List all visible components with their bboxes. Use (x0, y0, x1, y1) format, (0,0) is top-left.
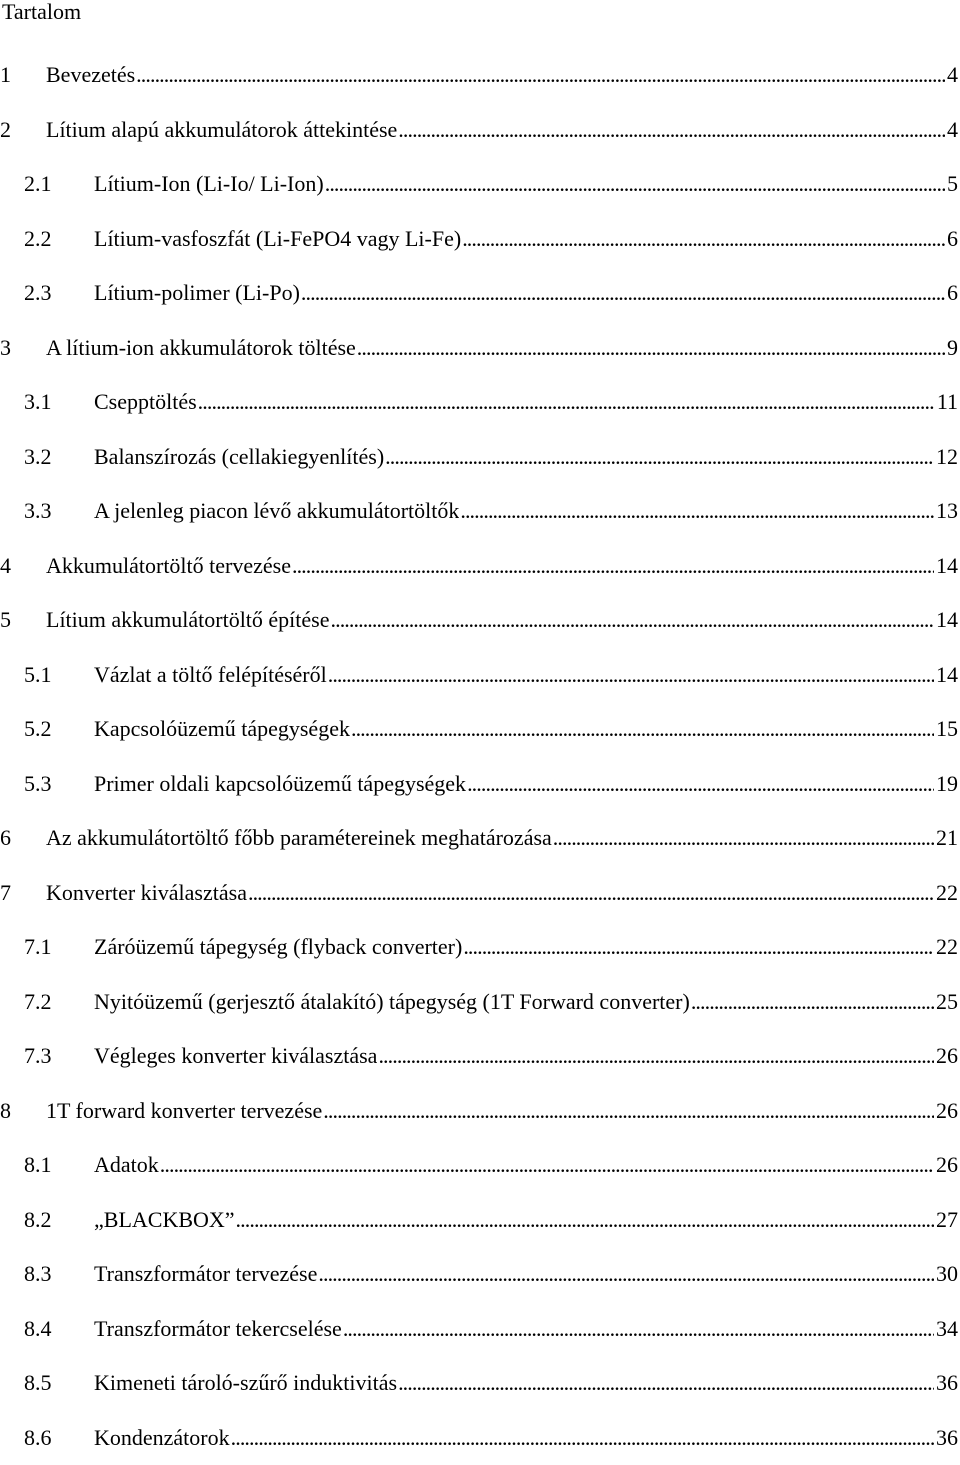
dot-leader (691, 975, 934, 1029)
dot-leader (553, 811, 934, 865)
toc-entry-number: 2.1 (24, 157, 94, 211)
toc-entry[interactable] (0, 593, 960, 648)
toc-entry-page-number: 22 (936, 866, 960, 920)
toc-entry-link[interactable] (0, 48, 960, 102)
toc-entry-number: 8.6 (24, 1411, 94, 1465)
toc-entry-number: 6 (0, 811, 46, 865)
toc-entry-label: Az akkumulátortöltő főbb paramétereinek meghatározása (46, 811, 552, 865)
dot-leader (323, 1084, 934, 1138)
dot-leader (462, 212, 945, 266)
toc-entry-page-number: 14 (936, 648, 960, 702)
toc-entry[interactable] (0, 1029, 960, 1084)
toc-entry-label: Záróüzemű tápegység (flyback converter) (94, 920, 462, 974)
toc-entry-label: Lítium alapú akkumulátorok áttekintése (46, 103, 397, 157)
toc-entry[interactable] (0, 539, 960, 594)
toc-entry[interactable] (0, 103, 960, 158)
toc-entry-label: Végleges konverter kiválasztása (94, 1029, 377, 1083)
dot-leader (136, 48, 945, 102)
toc-entry-link[interactable] (24, 1247, 960, 1301)
toc-entry-label: Kondenzátorok (94, 1411, 230, 1465)
toc-entry-link[interactable] (0, 866, 960, 920)
toc-entry-label: A lítium-ion akkumulátorok töltése (46, 321, 356, 375)
toc-entry-label: Akkumulátortöltő tervezése (46, 539, 291, 593)
toc-entry-page-number: 5 (947, 157, 960, 211)
toc-entry-number: 8.4 (24, 1302, 94, 1356)
dot-leader (292, 539, 934, 593)
toc-entry[interactable] (0, 1411, 960, 1465)
toc-list (0, 48, 960, 1465)
dot-leader (385, 430, 934, 484)
toc-entry-number: 8.3 (24, 1247, 94, 1301)
toc-entry[interactable] (0, 321, 960, 376)
toc-entry[interactable] (0, 1193, 960, 1248)
toc-entry-page-number: 25 (936, 975, 960, 1029)
toc-entry-link[interactable] (24, 702, 960, 756)
dot-leader (378, 1029, 934, 1083)
toc-entry-link[interactable] (0, 103, 960, 157)
toc-entry-label: Csepptöltés (94, 375, 197, 429)
toc-entry[interactable] (0, 484, 960, 539)
toc-entry-label: Vázlat a töltő felépítéséről (94, 648, 327, 702)
dot-leader (236, 1193, 934, 1247)
toc-entry-page-number: 26 (936, 1029, 960, 1083)
toc-entry-link[interactable] (24, 757, 960, 811)
dot-leader (398, 103, 945, 157)
toc-entry[interactable] (0, 648, 960, 703)
dot-leader (398, 1356, 934, 1410)
toc-entry[interactable] (0, 975, 960, 1030)
toc-entry-number: 8.2 (24, 1193, 94, 1247)
toc-title: Tartalom (2, 0, 81, 26)
dot-leader (343, 1302, 934, 1356)
toc-entry[interactable] (0, 811, 960, 866)
toc-entry-link[interactable] (0, 811, 960, 865)
toc-entry-page-number: 11 (937, 375, 960, 429)
toc-entry-page-number: 4 (947, 48, 960, 102)
toc-entry-page-number: 4 (947, 103, 960, 157)
toc-entry[interactable] (0, 1138, 960, 1193)
toc-entry-number: 2.3 (24, 266, 94, 320)
toc-entry-link[interactable] (24, 975, 960, 1029)
toc-entry-label: Kapcsolóüzemű tápegységek (94, 702, 350, 756)
toc-entry-link[interactable] (0, 593, 960, 647)
toc-entry[interactable] (0, 1247, 960, 1302)
toc-entry-page-number: 34 (936, 1302, 960, 1356)
toc-entry-link[interactable] (24, 157, 960, 211)
toc-entry-page-number: 15 (936, 702, 960, 756)
toc-entry-label: Adatok (94, 1138, 159, 1192)
toc-entry-number: 5.1 (24, 648, 94, 702)
toc-entry-number: 7.3 (24, 1029, 94, 1083)
toc-entry-number: 2 (0, 103, 46, 157)
toc-entry-label: Konverter kiválasztása (46, 866, 247, 920)
toc-entry-label: Lítium-Ion (Li-Io/ Li-Ion) (94, 157, 324, 211)
toc-entry-page-number: 13 (936, 484, 960, 538)
toc-entry[interactable] (0, 375, 960, 430)
toc-entry-label: Transzformátor tekercselése (94, 1302, 342, 1356)
dot-leader (460, 484, 934, 538)
toc-entry-link[interactable] (24, 484, 960, 538)
toc-entry-page-number: 26 (936, 1138, 960, 1192)
toc-entry-link[interactable] (24, 1138, 960, 1192)
toc-entry-label: Nyitóüzemű (gerjesztő átalakító) tápegység (1T Forward converter) (94, 975, 690, 1029)
toc-entry-number: 3.2 (24, 430, 94, 484)
toc-entry-number: 5.2 (24, 702, 94, 756)
toc-entry-link[interactable] (24, 212, 960, 266)
toc-entry-link[interactable] (24, 1411, 960, 1465)
toc-entry-number: 8 (0, 1084, 46, 1138)
dot-leader (331, 593, 935, 647)
toc-entry-page-number: 22 (936, 920, 960, 974)
toc-entry-number: 8.1 (24, 1138, 94, 1192)
toc-entry-label: Primer oldali kapcsolóüzemű tápegységek (94, 757, 466, 811)
toc-entry-label: Balanszírozás (cellakiegyenlítés) (94, 430, 384, 484)
toc-entry-page-number: 36 (936, 1411, 960, 1465)
toc-entry-number: 7 (0, 866, 46, 920)
toc-entry-link[interactable] (24, 1193, 960, 1247)
toc-entry-page-number: 14 (936, 539, 960, 593)
toc-entry-number: 3.1 (24, 375, 94, 429)
toc-entry-number: 7.1 (24, 920, 94, 974)
toc-entry[interactable] (0, 757, 960, 812)
toc-entry-link[interactable] (24, 648, 960, 702)
toc-entry[interactable] (0, 430, 960, 485)
toc-entry-link[interactable] (24, 1029, 960, 1083)
dot-leader (248, 866, 934, 920)
toc-entry[interactable] (0, 266, 960, 321)
toc-entry-page-number: 21 (936, 811, 960, 865)
toc-entry-number: 4 (0, 539, 46, 593)
toc-entry-link[interactable] (24, 375, 960, 429)
dot-leader (301, 266, 945, 320)
toc-entry-label: Lítium-polimer (Li-Po) (94, 266, 300, 320)
dot-leader (351, 702, 934, 756)
dot-leader (231, 1411, 934, 1465)
dot-leader (357, 321, 945, 375)
dot-leader (160, 1138, 934, 1192)
dot-leader (318, 1247, 934, 1301)
toc-entry-page-number: 12 (936, 430, 960, 484)
toc-entry-number: 2.2 (24, 212, 94, 266)
dot-leader (467, 757, 934, 811)
toc-entry-page-number: 27 (936, 1193, 960, 1247)
toc-entry-number: 5.3 (24, 757, 94, 811)
toc-entry-label: Kimeneti tároló-szűrő induktivitás (94, 1356, 397, 1410)
toc-entry-number: 7.2 (24, 975, 94, 1029)
toc-entry-link[interactable] (0, 539, 960, 593)
toc-entry-link[interactable] (24, 430, 960, 484)
toc-entry[interactable] (0, 866, 960, 921)
toc-entry-link[interactable] (24, 1356, 960, 1410)
toc-entry-page-number: 6 (947, 266, 960, 320)
dot-leader (198, 375, 935, 429)
toc-entry-number: 3 (0, 321, 46, 375)
toc-entry[interactable] (0, 157, 960, 212)
toc-entry-link[interactable] (24, 1302, 960, 1356)
toc-entry[interactable] (0, 48, 960, 103)
toc-entry-label: Bevezetés (46, 48, 135, 102)
toc-entry-number: 1 (0, 48, 46, 102)
toc-entry-link[interactable] (0, 1084, 960, 1138)
toc-entry-label: „BLACKBOX” (94, 1193, 235, 1247)
toc-entry-link[interactable] (24, 266, 960, 320)
dot-leader (463, 920, 934, 974)
toc-entry-page-number: 36 (936, 1356, 960, 1410)
toc-entry-page-number: 30 (936, 1247, 960, 1301)
toc-entry[interactable] (0, 1356, 960, 1411)
toc-entry-page-number: 6 (947, 212, 960, 266)
toc-entry-number: 5 (0, 593, 46, 647)
toc-entry-link[interactable] (0, 321, 960, 375)
toc-entry-page-number: 19 (936, 757, 960, 811)
toc-entry-number: 8.5 (24, 1356, 94, 1410)
toc-entry-label: 1T forward konverter tervezése (46, 1084, 322, 1138)
toc-entry-label: Lítium akkumulátortöltő építése (46, 593, 330, 647)
toc-entry-number: 3.3 (24, 484, 94, 538)
toc-entry[interactable] (0, 212, 960, 267)
toc-entry-page-number: 14 (936, 593, 960, 647)
toc-entry-label: A jelenleg piacon lévő akkumulátortöltők (94, 484, 459, 538)
dot-leader (325, 157, 945, 211)
dot-leader (328, 648, 934, 702)
toc-entry[interactable] (0, 1302, 960, 1357)
toc-entry-label: Lítium-vasfoszfát (Li-FePO4 vagy Li-Fe) (94, 212, 461, 266)
toc-entry-link[interactable] (24, 920, 960, 974)
toc-entry[interactable] (0, 1084, 960, 1139)
toc-entry[interactable] (0, 702, 960, 757)
toc-entry-page-number: 26 (936, 1084, 960, 1138)
toc-entry-label: Transzformátor tervezése (94, 1247, 317, 1301)
toc-entry-page-number: 9 (947, 321, 960, 375)
toc-entry[interactable] (0, 920, 960, 975)
